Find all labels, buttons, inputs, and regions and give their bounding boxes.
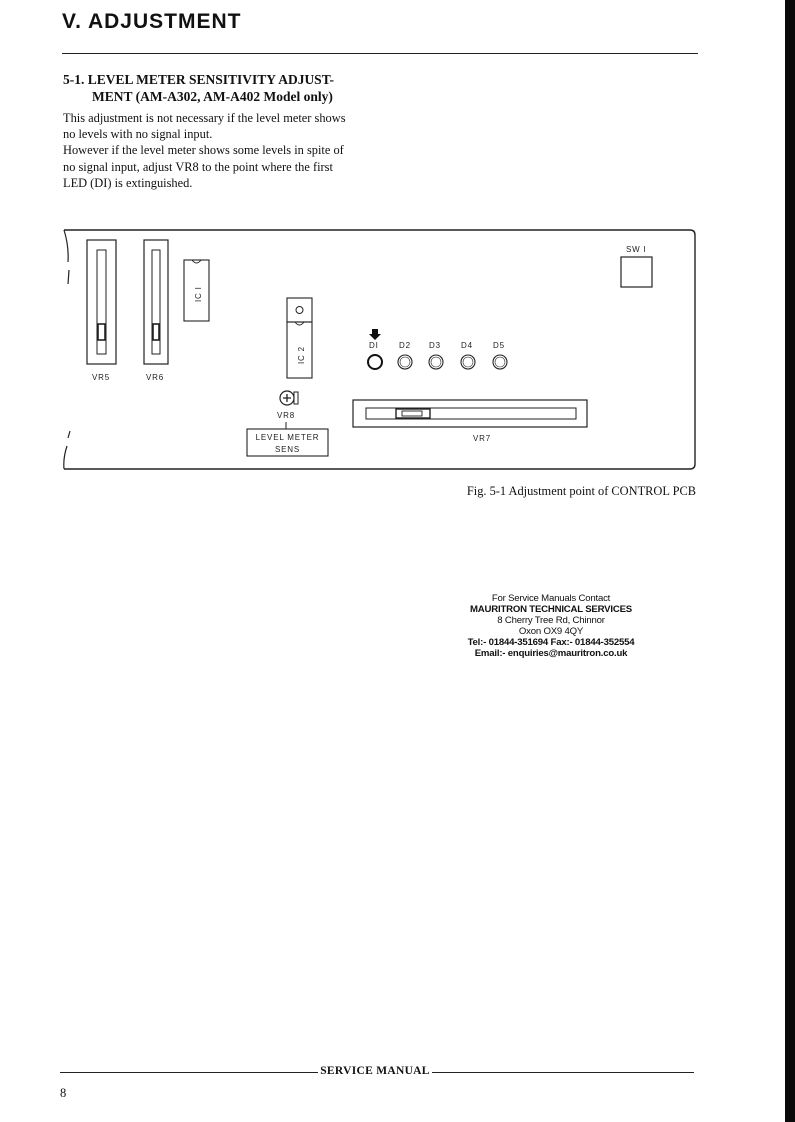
footer-rule-right xyxy=(432,1072,694,1073)
contact-line: Email:- enquiries@mauritron.co.uk xyxy=(474,648,628,659)
footer-label: SERVICE MANUAL xyxy=(320,1065,430,1077)
pcb-diagram xyxy=(60,226,702,476)
contact-line: MAURITRON TECHNICAL SERVICES xyxy=(470,604,632,615)
vr8-trimmer xyxy=(280,391,298,405)
vr5-label: VR5 xyxy=(92,373,110,382)
led-d5 xyxy=(493,355,507,369)
contact-line: Oxon OX9 4QY xyxy=(518,626,584,637)
vr5-slider xyxy=(87,240,116,364)
contact-line: 8 Cherry Tree Rd, Chinnor xyxy=(497,615,605,626)
paragraph-line: This adjustment is not necessary if the level meter shows xyxy=(63,111,346,125)
led-label: DI xyxy=(369,341,379,350)
sw1-switch xyxy=(621,257,652,287)
led-label: D3 xyxy=(429,341,441,350)
figure-caption: Fig. 5-1 Adjustment point of CONTROL PCB xyxy=(466,484,696,498)
led-label: D4 xyxy=(461,341,473,350)
ic1-label: IC I xyxy=(194,286,203,302)
paragraph-line: no signal input, adjust VR8 to the point where the first xyxy=(63,159,333,174)
paragraph-line: no levels with no signal input. xyxy=(63,127,213,142)
vr6-label: VR6 xyxy=(146,373,164,382)
level-meter-label-2: SENS xyxy=(275,445,300,454)
page-number: 8 xyxy=(60,1086,67,1100)
contact-line: For Service Manuals Contact xyxy=(491,593,611,604)
paragraph-line: LED (DI) is extinguished. xyxy=(63,175,193,190)
vr6-slider xyxy=(144,240,168,364)
section-heading-line2: MENT (AM-A302, AM-A402 Model only) xyxy=(92,89,333,104)
ic2-chip xyxy=(287,298,312,378)
title-rule xyxy=(62,53,698,54)
led-label: D2 xyxy=(399,341,411,350)
footer-rule-left xyxy=(60,1072,318,1073)
led-d1 xyxy=(368,355,382,369)
sw1-label: SW I xyxy=(626,245,647,254)
vr8-pointer xyxy=(282,422,290,429)
contact-block xyxy=(456,593,646,659)
contact-line: Tel:- 01844-351694 Fax:- 01844-352554 xyxy=(467,637,635,648)
d1-arrow xyxy=(369,329,381,340)
led-d2 xyxy=(398,355,412,369)
section-heading xyxy=(63,71,373,105)
vr7-label: VR7 xyxy=(473,434,491,443)
paragraph-line: However if the level meter shows some levels in spite of xyxy=(63,143,344,158)
led-d4 xyxy=(461,355,475,369)
page-edge-bar xyxy=(785,0,795,1122)
vr8-label: VR8 xyxy=(277,411,295,420)
led-d3 xyxy=(429,355,443,369)
pcb-outline xyxy=(64,230,695,469)
level-meter-label-1: LEVEL METER xyxy=(255,433,320,442)
section-paragraph xyxy=(63,110,373,191)
pcb-outline-left-edge xyxy=(64,230,70,469)
vr7-slider xyxy=(353,400,587,427)
led-label: D5 xyxy=(493,341,505,350)
page-title: V. ADJUSTMENT xyxy=(62,10,242,33)
ic2-label: IC 2 xyxy=(297,346,306,364)
section-heading-line1: 5-1. LEVEL METER SENSITIVITY ADJUST- xyxy=(63,72,334,87)
